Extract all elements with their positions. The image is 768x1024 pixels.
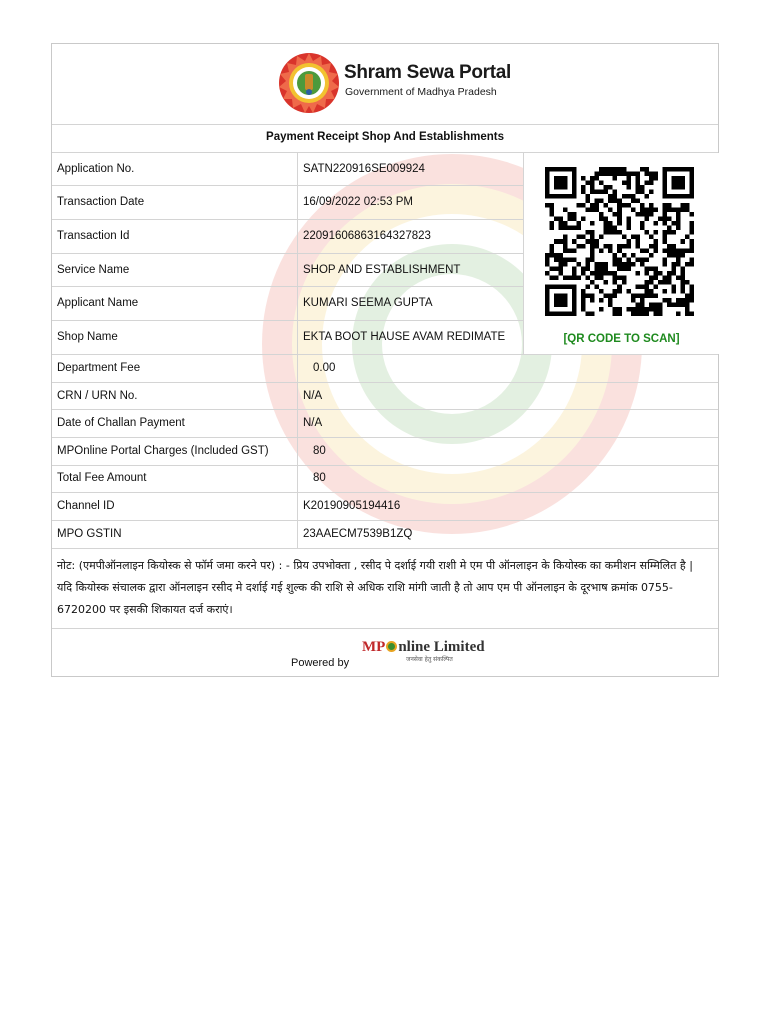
row-label: Transaction Id <box>57 230 130 242</box>
table-row <box>52 153 523 186</box>
powered-by-label: Powered by <box>291 657 350 669</box>
mpo-tagline: जनसेवा हेतु संकल्पित <box>406 656 453 663</box>
row-value: 23AAECM7539B1ZQ <box>303 528 413 540</box>
row-value: EKTA BOOT HAUSE AVAM REDIMATE <box>303 331 506 343</box>
table-row <box>52 355 718 383</box>
table-row <box>52 383 718 410</box>
table-row <box>52 186 523 220</box>
row-label: Total Fee Amount <box>57 472 147 484</box>
row-value: 16/09/2022 02:53 PM <box>303 196 413 208</box>
mpo-logo-prefix: MP <box>362 639 386 655</box>
row-value: 80 <box>313 472 326 484</box>
portal-title: Shram Sewa Portal <box>344 62 512 83</box>
receipt-footer <box>52 629 718 676</box>
row-label: MPO GSTIN <box>57 528 122 540</box>
mponline-logo-icon <box>362 639 485 663</box>
row-value: K20190905194416 <box>303 500 401 512</box>
row-value: N/A <box>303 390 323 402</box>
payment-receipt <box>51 43 719 677</box>
qr-caption: [QR CODE TO SCAN] <box>563 333 680 345</box>
mpo-logo-globe <box>386 641 397 652</box>
row-value: SATN220916SE009924 <box>303 163 425 175</box>
table-row <box>52 466 718 493</box>
row-value: KUMARI SEEMA GUPTA <box>303 297 433 309</box>
row-label: Transaction Date <box>57 196 145 208</box>
row-value: 80 <box>313 445 326 457</box>
row-label: Service Name <box>57 264 130 276</box>
row-label: MPOnline Portal Charges (Included GST) <box>57 445 269 457</box>
row-label: Department Fee <box>57 362 141 374</box>
row-label: Shop Name <box>57 331 118 343</box>
table-row <box>52 220 523 254</box>
table-row <box>52 410 718 438</box>
mpo-logo-suffix: nline Limited <box>398 639 485 655</box>
qr-code-icon[interactable] <box>545 167 694 316</box>
madhya-pradesh-emblem-icon <box>278 52 340 114</box>
row-label: CRN / URN No. <box>57 390 138 402</box>
portal-subtitle: Government of Madhya Pradesh <box>345 86 497 98</box>
row-value: SHOP AND ESTABLISHMENT <box>303 264 461 276</box>
row-value: N/A <box>303 417 323 429</box>
receipt-title-row <box>52 125 718 153</box>
table-row <box>52 438 718 466</box>
qr-panel <box>524 153 719 354</box>
table-row <box>52 254 523 287</box>
receipt-title: Payment Receipt Shop And Establishments <box>266 131 504 143</box>
row-label: Date of Challan Payment <box>57 417 185 429</box>
row-label: Application No. <box>57 163 135 175</box>
column-divider <box>297 153 298 549</box>
table-row <box>52 493 718 521</box>
receipt-header <box>52 44 718 125</box>
row-label: Channel ID <box>57 500 115 512</box>
note-row <box>52 549 718 629</box>
row-value: 22091606863164327823 <box>303 230 431 242</box>
row-label: Applicant Name <box>57 297 139 309</box>
row-value: 0.00 <box>313 362 336 374</box>
table-row <box>52 287 523 321</box>
table-row <box>52 521 718 549</box>
commission-note: नोट: (एमपीऑनलाइन कियोस्क से फॉर्म जमा करने पर) : - प्रिय उपभोक्ता , रसीद पे दर्शाई गयी राशी मे एम पी ऑनलाइन के कियोस्क का कमीशन सम्मिलित है | यदि कियोस्क संचालक द्वारा ऑनलाइन रसीद मे दर्शाई गई शुल्क की राशि से अधिक राशि मांगी जाती है तो आप एम पी ऑनलाइन के दूरभाष क्रमांक 0755-6720200 पर इसकी शिकायत दर्ज कराएं। <box>57 559 693 616</box>
